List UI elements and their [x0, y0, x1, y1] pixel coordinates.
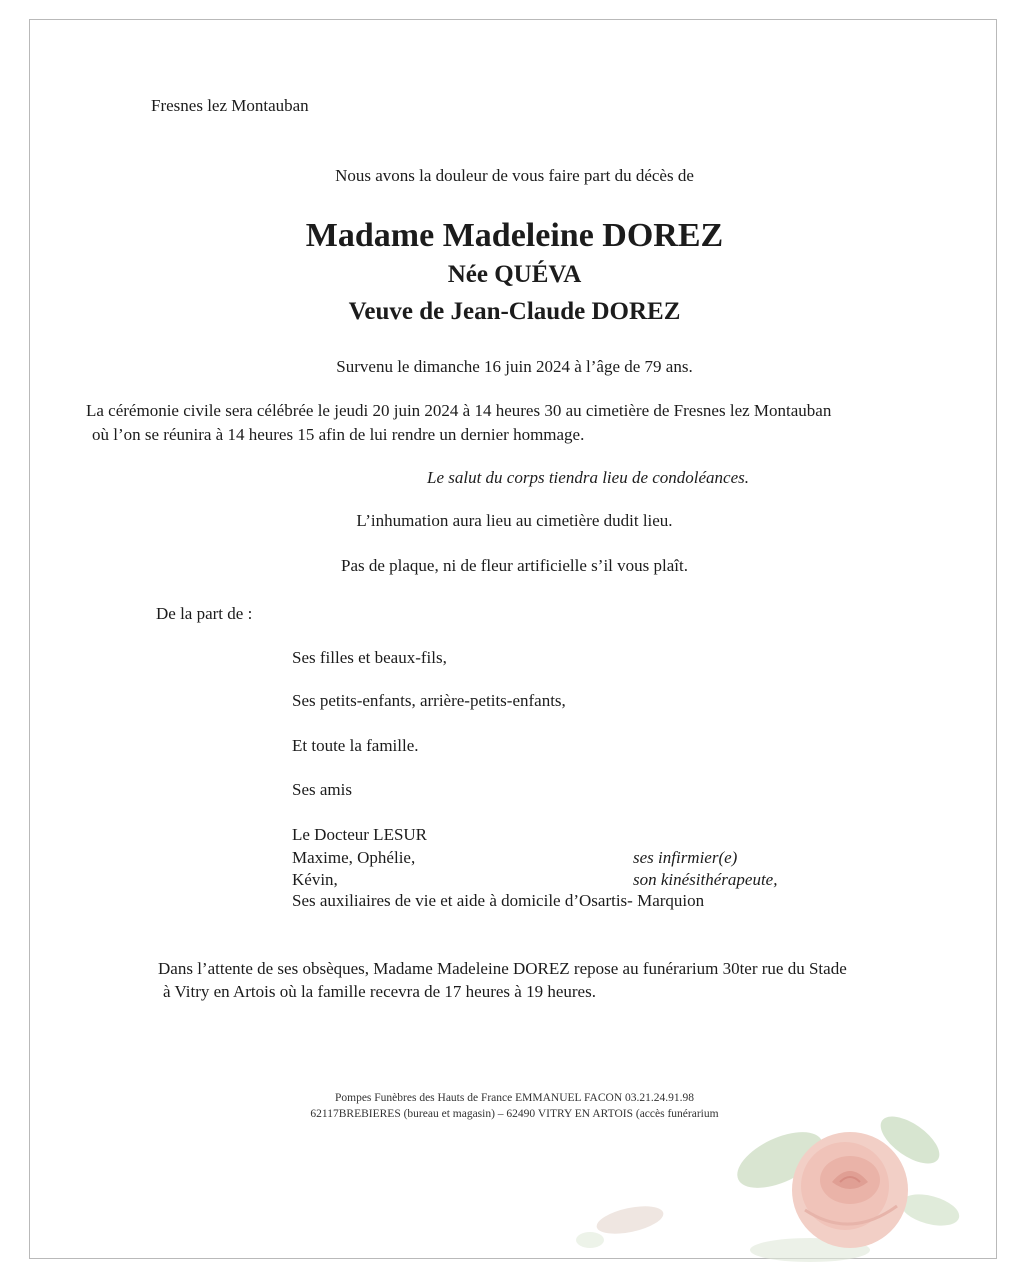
ceremony-line-1: La cérémonie civile sera célébrée le jeudi 20 juin 2024 à 14 heures 30 au cimetière de Fresnes lez Montauban: [86, 401, 832, 420]
no-plaque-note: Pas de plaque, ni de fleur artificielle s’il vous plaît.: [341, 556, 688, 575]
family-item: Ses filles et beaux-fils,: [292, 648, 447, 667]
burial-note: L’inhumation aura lieu au cimetière dudit lieu.: [356, 511, 673, 530]
deceased-name: Madame Madeleine DOREZ: [305, 217, 724, 254]
ceremony-line-2: où l’on se réunira à 14 heures 15 afin de lui rendre un dernier hommage.: [92, 425, 585, 444]
funeral-home-line-1: Pompes Funèbres des Hauts de France EMMANUEL FACON 03.21.24.91.98: [334, 1092, 695, 1104]
aides-line: Ses auxiliaires de vie et aide à domicile d’Osartis- Marquion: [292, 891, 705, 910]
repose-line-1: Dans l’attente de ses obsèques, Madame Madeleine DOREZ repose au funérarium 30ter rue du Stade: [158, 959, 847, 978]
rose-illustration: [560, 1100, 960, 1265]
physio-name: Kévin,: [292, 870, 338, 889]
condolences-note: Le salut du corps tiendra lieu de condoléances.: [427, 468, 750, 487]
page-border: [29, 19, 997, 1259]
maiden-name: Née QUÉVA: [447, 261, 582, 288]
family-item: Et toute la famille.: [292, 736, 419, 755]
place-header: Fresnes lez Montauban: [151, 96, 309, 115]
physio-role: son kinésithérapeute,: [633, 870, 778, 889]
nurses-names: Maxime, Ophélie,: [292, 848, 416, 867]
family-item: Ses amis: [292, 780, 352, 799]
doctor-line: Le Docteur LESUR: [292, 825, 428, 844]
nurses-role: ses infirmier(e): [633, 848, 738, 867]
funeral-home-line-2: 62117BREBIERES (bureau et magasin) – 62490 VITRY EN ARTOIS (accès funérarium: [310, 1108, 719, 1120]
death-date: Survenu le dimanche 16 juin 2024 à l’âge de 79 ans.: [336, 357, 693, 376]
family-item: Ses petits-enfants, arrière-petits-enfants,: [292, 691, 566, 710]
widow-of: Veuve de Jean-Claude DOREZ: [348, 298, 681, 325]
intro-text: Nous avons la douleur de vous faire part du décès de: [335, 166, 694, 185]
from-label: De la part de :: [156, 604, 253, 623]
repose-line-2: à Vitry en Artois où la famille recevra de 17 heures à 19 heures.: [163, 982, 596, 1001]
